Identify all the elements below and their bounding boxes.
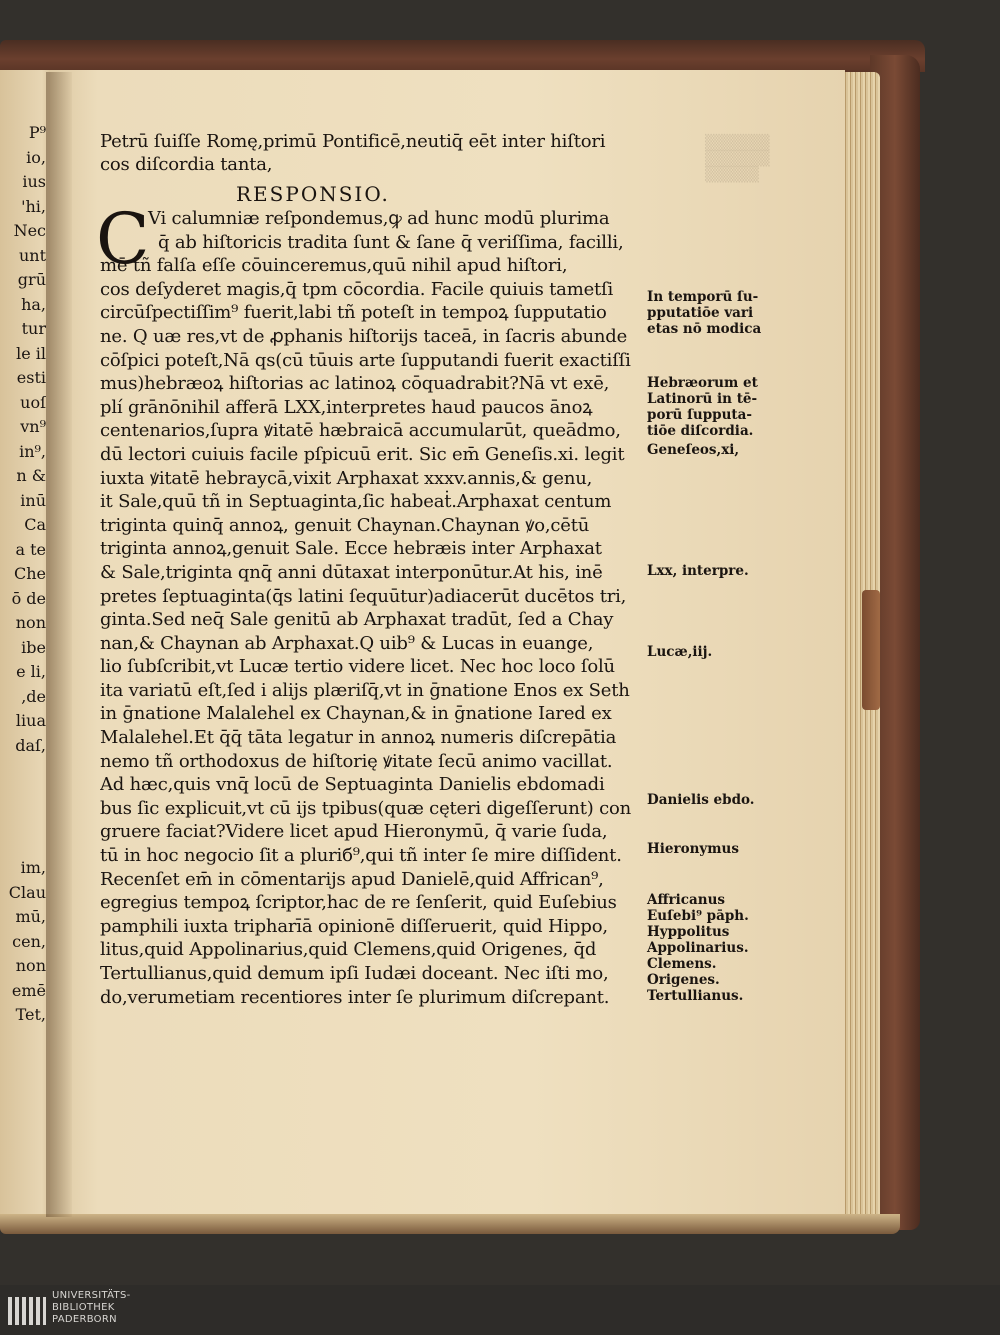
left-page-fragment: daſ,	[15, 735, 46, 755]
text-line: mē tñ falſa eſſe cōuinceremus,quū nihil apud hiſtori,	[100, 255, 568, 277]
text-line: iuxta ꝟitatē hebraycā,vixit Arphaxat xxxv.annis,& genu,	[100, 467, 593, 489]
left-page-fragment: vn⁹	[20, 417, 46, 436]
left-page-fragment: e li,	[16, 662, 46, 681]
margin-note-temporum	[647, 289, 797, 337]
margin-note-lucae	[647, 644, 797, 660]
margin-note-line: Hyppolitus	[647, 924, 730, 940]
margin-note-danielis	[647, 792, 797, 808]
left-page-fragment: io,	[26, 147, 46, 167]
left-page-fragment: ibe	[21, 637, 46, 657]
margin-note-line: Lucæ,iij.	[647, 644, 713, 660]
text-line: Petrū ſuiſſe Romę,primū Pontificē,neutiq̄ eēt inter hiſtori	[100, 131, 606, 152]
left-page-fragment: a te	[15, 539, 46, 559]
text-line: egregius tempoꝝ ſcriptor,hac de re ſenſerit, quid Euſebius	[100, 892, 617, 914]
margin-note-line: Appolinarius.	[647, 940, 749, 956]
left-page-fragment: emē	[11, 980, 46, 1000]
margin-note-line: Geneſeos,xi,	[647, 442, 740, 458]
left-page-fragment: uoſ	[20, 392, 46, 412]
left-page-fragment: cen,	[12, 931, 46, 951]
text-line: ita variatū eſt,ſed i alijs plæriſq̄,vt in ḡnatione Enos ex Seth	[100, 679, 630, 701]
margin-note-line: Clemens.	[647, 956, 717, 972]
bookmark-ribbon	[862, 590, 880, 710]
left-page-fragment: Che	[13, 564, 46, 583]
left-page-fragment: ha,	[21, 294, 46, 314]
text-line: circūſpectiſſim⁹ fuerit,labi tñ poteſt in tempoꝝ ſupputatio	[100, 302, 607, 324]
book-bottom-edge	[0, 1214, 900, 1234]
margin-note-line: Affricanus	[647, 892, 725, 908]
left-page-fragment: 'hi,	[21, 196, 46, 216]
left-page-fragment: tur	[21, 319, 46, 338]
left-page-fragment: in⁹,	[19, 441, 46, 461]
text-line: tū in hoc negocio ſit a pluriб⁹,qui tñ inter ſe mire diſſident.	[100, 845, 622, 867]
library-name-line: BIBLIOTHEK	[52, 1302, 115, 1313]
text-line: gruere faciat?Videre licet apud Hieronymū, q̄ varie ſuda,	[100, 821, 608, 843]
left-page-fragment: ius	[22, 172, 46, 191]
text-line: Recenſet em̄ in cōmentarijs apud Danielē,quid Affrican⁹,	[100, 868, 604, 890]
text-line: in ḡnatione Malalehel ex Chaynan,& in ḡnatione Iared ex	[100, 703, 612, 725]
margin-note-authors	[647, 892, 797, 1004]
left-page-fragment	[0, 759, 46, 784]
left-page-fragment: le il	[16, 343, 46, 363]
body-text-block	[100, 207, 645, 1009]
margin-note-line: etas nō modica	[647, 321, 762, 337]
book-gutter-shadow	[46, 72, 72, 1217]
text-line: pamphili iuxta tripharīā opinionē diſſeruerit, quid Hippo,	[100, 915, 608, 937]
text-line: do,verumetiam recentiores inter ſe plurimum diſcrepant.	[100, 986, 610, 1008]
text-line: ne. Q uæ res,vt de ꝓphanis hiſtorijs taceā, in ſacris abunde	[100, 325, 628, 347]
text-line: q̄ ab hiſtoricis tradita ſunt & ſane q̄ veriſſima, facilli,	[158, 231, 624, 253]
margin-note-line: Latinorū in tē-	[647, 391, 758, 407]
text-line: triginta annoꝝ,genuit Sale. Ecce hebræis inter Arphaxat	[100, 538, 602, 560]
text-line: centenarios,ſupra ꝟitatē hæbraicā accumularūt, queādmo,	[100, 420, 621, 442]
section-heading: RESPONSIO.	[236, 182, 390, 206]
margin-note-line: porū ſupputa-	[647, 407, 752, 423]
text-line: plí grānōnihil afferā LXX,interpretes haud paucos ānoꝝ	[100, 396, 593, 418]
text-line: litus,quid Appolinarius,quid Clemens,quid Origenes, q̄d	[100, 939, 597, 961]
show-through-text: ▒▒▒▒▒▒ ▒▒▒▒▒▒ ▒▒▒▒▒	[705, 135, 770, 183]
text-line: Tertullianus,quid demum ipſi Iudæi doceant. Nec iſti mo,	[100, 963, 609, 984]
left-page-fragment: im,	[20, 858, 46, 877]
margin-note-line: Origenes.	[647, 972, 720, 988]
margin-note-hieronymus	[647, 841, 797, 857]
left-page-fragment	[0, 833, 46, 858]
text-line: dū lectori cuiuis facile pſpicuū erit. Sic em̄ Geneſis.xi. legit	[100, 443, 625, 465]
margin-note-line: Euſebi⁹ pāph.	[647, 908, 749, 924]
left-page-fragment: Tet,	[15, 1005, 46, 1024]
library-name-line: UNIVERSITÄTS-	[52, 1290, 131, 1301]
text-line: it Sale,quū tñ in Septuaginta,ſic habeaṫ.Arphaxat centum	[100, 491, 612, 513]
drop-cap: C	[96, 198, 150, 280]
text-line: cōſpici poteſt,Nā qs(cū tūuis arte ſupputandi fuerit exactiſſi	[100, 349, 631, 371]
library-footer	[0, 1285, 1000, 1335]
margin-note-geneseos	[647, 442, 797, 458]
left-page-fragment: Ca	[24, 515, 46, 534]
margin-note-line: tiōe diſcordia.	[647, 423, 754, 439]
text-line: ginta.Sed neq̄ Sale genitū ab Arphaxat tradūt, ſed a Chay	[100, 609, 614, 631]
margin-note-line: Hebræorum et	[647, 375, 758, 391]
left-page-fragment: non	[15, 956, 46, 975]
text-line: cos diſcordia tanta,	[100, 154, 273, 176]
main-text-block	[100, 130, 645, 176]
left-page-fragment: P⁹	[28, 123, 46, 142]
margin-note-line: In temporū ſu-	[647, 289, 759, 305]
margin-note-line: Lxx, interpre.	[647, 563, 749, 579]
text-line: bus ſic explicuit,vt cū ijs tpibus(quæ cęteri digeſſerunt) con	[100, 797, 631, 819]
margin-note-line: pputatiōe vari	[647, 305, 754, 321]
left-page-fragment: mū,	[15, 907, 46, 926]
text-line: triginta quinq̄ annoꝝ, genuit Chaynan.Chaynan ꝟo,cētū	[100, 514, 590, 536]
left-page-fragment: Clau	[8, 882, 46, 902]
left-page-fragment	[0, 784, 46, 809]
left-page-fragment: unt	[18, 245, 46, 265]
text-line: lio ſubſcribit,vt Lucæ tertio videre licet. Nec hoc loco ſolū	[100, 656, 615, 678]
text-line: mus)hebræoꝝ hiſtorias ac latinoꝝ cōquadrabit?Nā vt exē,	[100, 373, 610, 395]
left-page-fragment: grū	[17, 270, 46, 289]
text-line: Vi calumniæ reſpondemus,ꝙ ad hunc modū plurima	[148, 208, 610, 229]
left-page-fragment: n &	[16, 466, 46, 485]
margin-note-line: Tertullianus.	[647, 988, 744, 1004]
margin-note-hebraeorum	[647, 375, 797, 439]
book-cover-top	[0, 40, 925, 72]
left-page-fragment: non	[15, 613, 46, 632]
text-line: pretes ſeptuaginta(q̄s latini ſequūtur)adiacerūt ducētos tri,	[100, 585, 627, 607]
margin-note-line: Hieronymus	[647, 841, 739, 857]
left-page-fragment: inū	[20, 490, 46, 510]
library-logo-icon	[6, 1293, 48, 1329]
text-line: nemo tñ orthodoxus de hiſtorię ꝟitate ſecū animo vacillat.	[100, 750, 613, 772]
left-page-fragment: ō de	[11, 588, 46, 608]
library-name	[52, 1290, 131, 1326]
margin-note-line: Danielis ebdo.	[647, 792, 755, 808]
left-page-fragment: esti	[16, 368, 46, 387]
left-page-fragment	[0, 808, 46, 833]
text-line: & Sale,triginta qnq̄ anni dūtaxat interponūtur.At his, inē	[100, 561, 603, 583]
text-line: cos deſyderet magis,q̄ tpm cōcordia. Facile quiuis tametſi	[100, 278, 614, 300]
library-name-line: PADERBORN	[52, 1314, 117, 1325]
margin-note-lxx	[647, 563, 797, 579]
text-line: nan,& Chaynan ab Arphaxat.Q uib⁹ & Lucas in euange,	[100, 632, 594, 654]
text-line: Ad hæc,quis vnq̄ locū de Septuaginta Danielis ebdomadi	[100, 774, 605, 796]
left-page-fragment: Nec	[13, 221, 46, 240]
left-page-fragment: ,de	[21, 686, 46, 706]
text-line: Malalehel.Et q̄q̄ tāta legatur in annoꝝ numeris diſcrepātia	[100, 727, 617, 749]
left-page-text-fragments	[0, 122, 46, 1029]
left-page-fragment: liua	[15, 711, 46, 730]
